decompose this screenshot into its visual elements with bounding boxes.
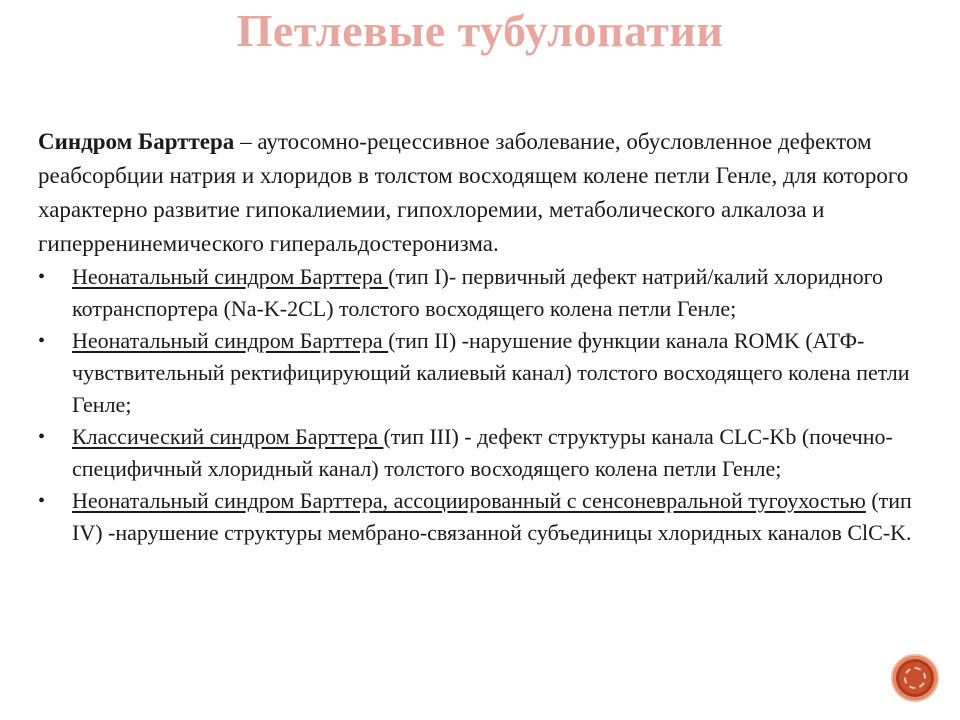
list-item <box>38 261 918 325</box>
item-description: (тип IV) -нарушение структуры мембрано-связанной субъединицы хлоридных каналов ClC-K. <box>72 488 912 545</box>
bullet-icon: • <box>38 490 46 512</box>
intro-definition: – аутосомно-рецессивное заболевание, обусловленное дефектом реабсорбции натрия и хлоридов в толстом восходящем колене петли Генле, для которого характерно развитие гипокалиемии, гипохлоремии, метаболического алкалоза и гиперренинемического гиперальдостеронизма. <box>38 129 909 256</box>
list-item <box>38 325 918 421</box>
bullet-icon: • <box>38 266 46 288</box>
decorative-seal-icon <box>893 656 937 700</box>
item-underlined-title: Неонатальный синдром Барттера, ассоциированный с сенсоневральной тугоухостью <box>72 488 866 513</box>
item-description: (тип I)- первичный дефект натрий/калий хлоридного котранспортера (Na-K-2CL) толстого восходящего колена петли Генле; <box>72 264 884 321</box>
item-underlined-title: Классический синдром Барттера <box>72 424 384 449</box>
slide-content <box>38 125 918 549</box>
list-item <box>38 421 918 485</box>
list-item <box>38 485 918 549</box>
subtype-list <box>38 261 918 549</box>
intro-paragraph <box>38 125 918 261</box>
item-underlined-title: Неонатальный синдром Барттера <box>72 328 389 353</box>
item-description: (тип III) - дефект структуры канала CLC-Kb (почечно-специфичный хлоридный канал) толстого восходящего колена петли Генле; <box>72 424 893 481</box>
seal-inner-ring <box>904 667 926 689</box>
item-underlined-title: Неонатальный синдром Барттера <box>72 264 389 289</box>
item-description: (тип II) -нарушение функции канала ROMK (АТФ-чувствительный ректифицирующий калиевый канал) толстого восходящего колена петли Генле; <box>72 328 910 417</box>
intro-term: Синдром Барттера <box>38 129 235 154</box>
bullet-icon: • <box>38 330 46 352</box>
slide-title: Петлевые тубулопатии <box>236 5 724 56</box>
bullet-icon: • <box>38 426 46 448</box>
